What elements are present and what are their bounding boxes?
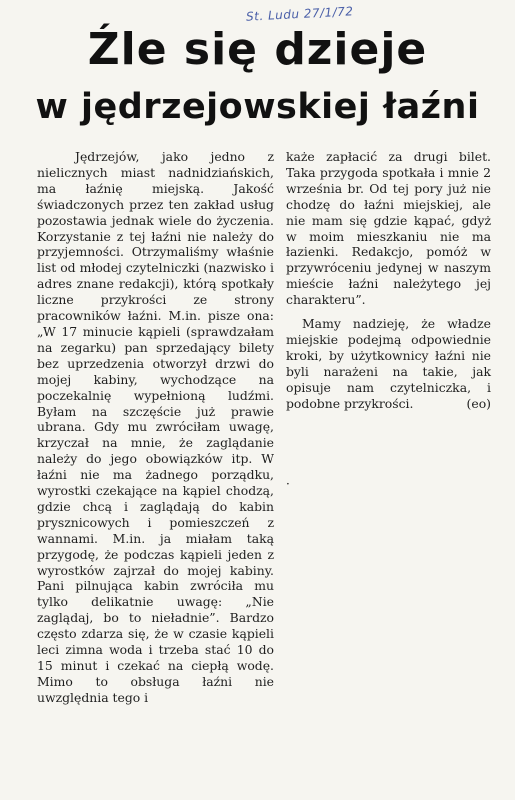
headline-line-1: Źle się dzieje bbox=[87, 24, 428, 75]
article-paragraph-3-text: Mamy nadzieję, że władze miejskie podejmą odpowiednie kroki, by użytkownicy łaźni nie byli narażeni na takie, jak opisuje nam czytelniczka, i podobne przykrości. bbox=[286, 316, 491, 411]
headline-line-2: w jędrzejowskiej łaźni bbox=[35, 87, 480, 127]
article-column-1 bbox=[37, 149, 274, 706]
article-column-2 bbox=[286, 149, 491, 412]
print-speck: · bbox=[286, 477, 290, 491]
author-signature: (eo) bbox=[466, 395, 491, 411]
article-paragraph-2: każe zapłacić za drugi bilet. Taka przygoda spotkała i mnie 2 września br. Od tej pory już nie chodzę do łaźni miejskiej, ale nie mam się gdzie kąpać, gdyż w moim mieszkaniu nie ma łazienki. Redakcjo, pomóż w przywróceniu jedynej w naszym mieście łaźni należytego jej charakteru”. bbox=[286, 149, 491, 308]
handwritten-note: St. Ludu 27/1/72 bbox=[245, 4, 354, 24]
article-paragraph-1: Jędrzejów, jako jedno z nielicznych miast nadnidziańskich, ma łaźnię miejską. Jakość świadczonych przez ten zakład usług pozostawia jednak wiele do życzenia. Korzystanie z tej łaźni nie należy do przyjemności. Otrzymaliśmy właśnie list od młodej czytelniczki (nazwisko i adres znane redakcji), którą spotkały liczne przykrości ze strony pracowników łaźni. M.in. pisze ona: „W 17 minucie kąpieli (sprawdzałam na zegarku) pan sprzedający bilety bez uprzedzenia otworzył drzwi do mojej kabiny, wychodzące na poczekalnię wypełnioną ludźmi. Byłam na szczęście już prawie ubrana. Gdy mu zwróciłam uwagę, krzyczał na mnie, że zaglądanie należy do jego obowiązków itp. W łaźni nie ma żadnego porządku, wyrostki czekające na kąpiel chodzą, gdzie chcą i zaglądają do kabin prysznicowych i pomieszczeń z wannami. M.in. ja miałam taką przygodę, że podczas kąpieli jeden z wyrostków zajrzał do mojej kabiny. Pani pilnująca kabin zwróciła mu tylko delikatnie uwagę: „Nie zaglądaj, bo to nieładnie”. Bardzo często zdarza się, że w czasie kąpieli leci zimna woda i trzeba stać 10 do 15 minut i czekać na ciepłą wodę. Mimo to obsługa łaźni nie uwzględnia tego i bbox=[37, 149, 274, 705]
article-paragraph-3 bbox=[286, 316, 491, 411]
